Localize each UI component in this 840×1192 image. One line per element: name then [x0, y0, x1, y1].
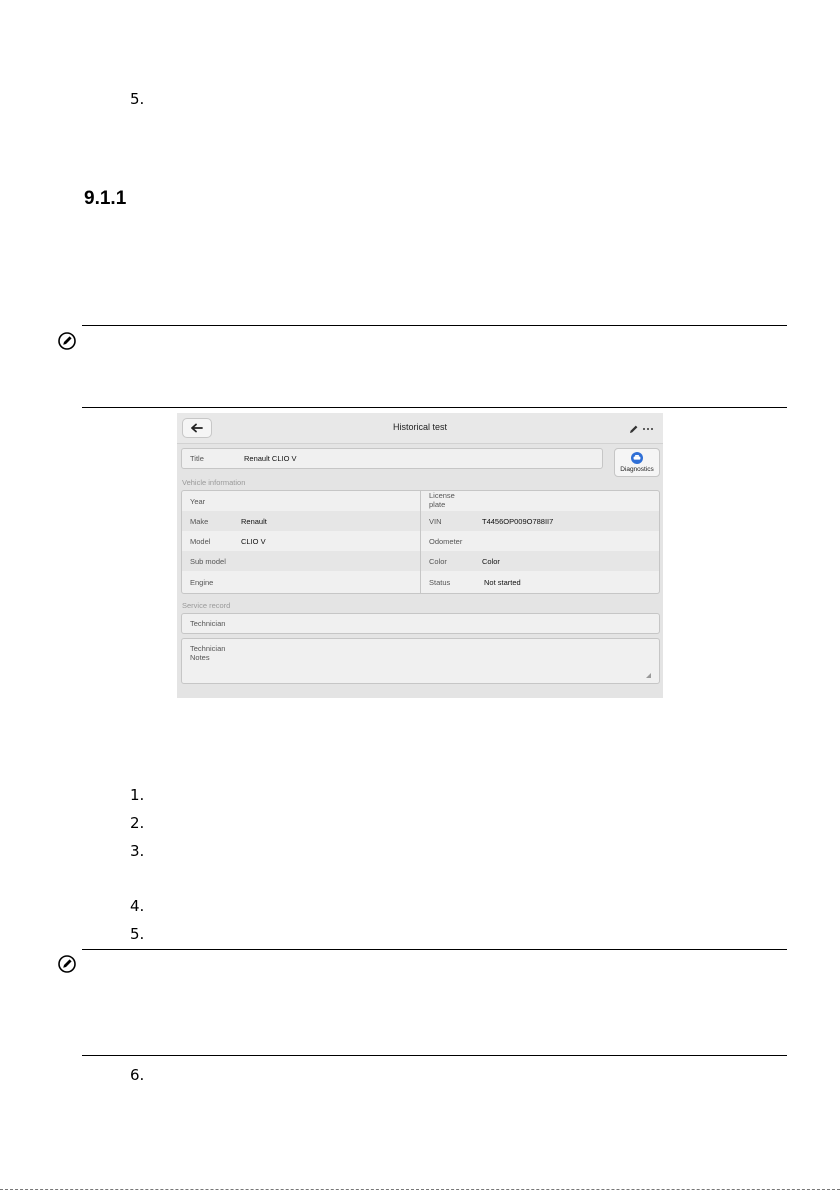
technician-notes-field[interactable]: [181, 638, 660, 684]
technician-label: Technician: [190, 619, 226, 628]
status-value: Not started: [484, 578, 521, 587]
vin-label: VIN: [429, 517, 442, 526]
note-rule-bottom: [82, 1055, 787, 1056]
historical-test-screenshot: [177, 413, 663, 698]
resize-handle[interactable]: [646, 673, 651, 678]
year-label: Year: [190, 497, 206, 506]
technician-notes-label: Technician Notes: [190, 644, 226, 662]
page-footer-line: [0, 1189, 840, 1190]
section-number: 9.1.1: [84, 188, 127, 209]
make-label: Make: [190, 517, 209, 526]
step-number-4: 4.: [130, 897, 145, 915]
pencil-note-icon: [58, 955, 76, 973]
screen-title: Historical test: [392, 422, 447, 432]
note-rule-top: [82, 325, 787, 326]
screen-header: [177, 413, 663, 444]
step-number-6: 6.: [130, 1066, 145, 1084]
make-value: Renault: [241, 517, 267, 526]
title-label: Title: [190, 454, 204, 463]
grid-column-divider: [420, 491, 421, 593]
title-value: Renault CLIO V: [244, 454, 297, 463]
vehicle-info-grid: [181, 490, 660, 594]
sub-model-label: Sub model: [190, 557, 226, 566]
odometer-label: Odometer: [429, 537, 463, 546]
step-number-3: 3.: [130, 842, 145, 860]
color-label: Color: [429, 557, 447, 566]
title-field[interactable]: [181, 448, 603, 469]
note-rule-top: [82, 949, 787, 950]
license-plate-label: License plate: [429, 491, 455, 509]
diagnostics-label: Diagnostics: [620, 466, 654, 473]
technician-field[interactable]: [181, 613, 660, 634]
car-icon: [631, 452, 643, 464]
model-label: Model: [190, 537, 211, 546]
step-number-2: 2.: [130, 814, 145, 832]
step-number-1: 1.: [130, 786, 145, 804]
ellipsis-icon[interactable]: [642, 424, 654, 434]
model-value: CLIO V: [241, 537, 266, 546]
engine-label: Engine: [190, 578, 214, 587]
pencil-icon[interactable]: [629, 424, 639, 434]
vin-value: T4456OP009O788II7: [482, 517, 554, 526]
step-number-5: 5.: [130, 925, 145, 943]
note-rule-bottom: [82, 407, 787, 408]
service-section-label: Service record: [182, 601, 231, 610]
vehicle-section-label: Vehicle information: [182, 478, 246, 487]
pencil-note-icon: [58, 332, 76, 350]
status-label: Status: [429, 578, 451, 587]
diagnostics-button[interactable]: [614, 448, 660, 477]
step-number-5-top: 5.: [130, 90, 145, 108]
color-value: Color: [482, 557, 500, 566]
